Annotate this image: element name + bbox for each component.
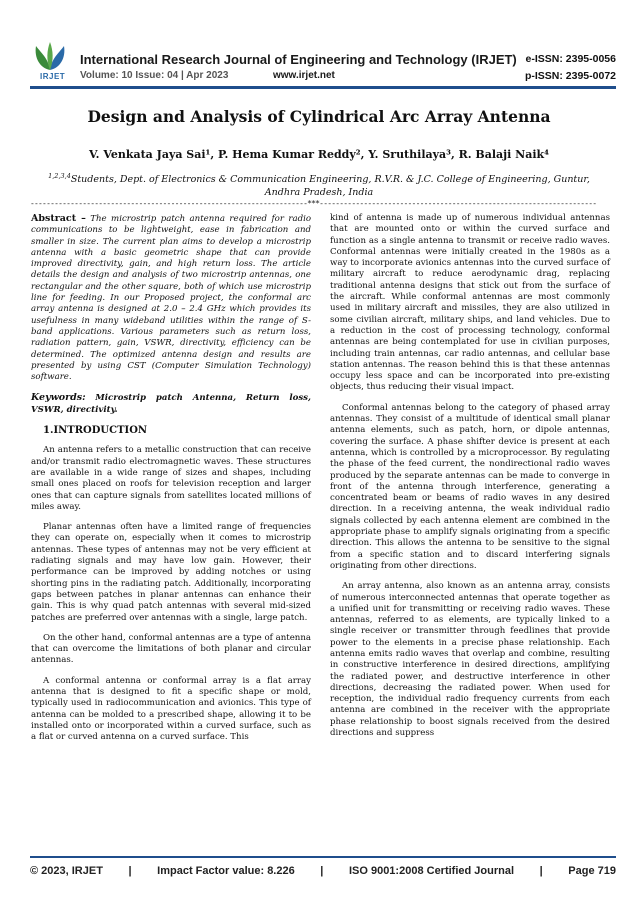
website-link[interactable]: www.irjet.net: [273, 70, 335, 81]
footer-divider: |: [320, 865, 324, 877]
right-column: [330, 213, 610, 748]
paragraph: A conformal antenna or conformal array is a flat array antenna that is designed to fit a specific shape or mold, typically used in radiocommunication and avionics. This type of antenna can be molded to a prescribed shape, allowing it to be installed onto or incorporated within a curved surface, such as a flat or curved antenna on a curved surface. This: [31, 675, 311, 743]
header-rule: [30, 86, 616, 89]
page-footer: [30, 865, 616, 877]
affiliation-text: Students, Dept. of Electronics & Communication Engineering, R.V.R. & J.C. College of Engineering, Guntur, Andhra Pradesh, India: [70, 174, 590, 199]
affiliation-superscript: 1,2,3,4: [48, 172, 71, 180]
footer-iso: ISO 9001:2008 Certified Journal: [348, 865, 515, 877]
paper-authors: V. Venkata Jaya Sai¹, P. Hema Kumar Reddy², Y. Sruthilaya³, R. Balaji Naik⁴: [89, 148, 549, 161]
footer-page-number: Page 719: [568, 865, 616, 877]
paragraph: kind of antenna is made up of numerous individual antennas that are mounted onto or within the curved surface and function as a single antenna to transmit or receive radio waves. Conformal antennas were initially created in the 1980s as a way to incorporate avionics antennas into the curved surface of military aircraft to reduce aerodynamic drag, replacing traditional antenna designs that stick out from the surface of the aircraft. While conformal antennas are most commonly used in military aircraft and missiles, they are also utilized in some civilian aircraft, military ships, and land vehicles. Due to a reduction in the cost of processing technology, conformal antennas are being contemplated for use in civilian purposes, including train antennas, car radio antennas, and cellular base station antennas. The reason behind this is that these antennas occupy less space and can be incorporated into pre-existing objects, thus reducing their visual impact.: [330, 213, 610, 393]
footer-impact-factor: Impact Factor value: 8.226: [157, 865, 295, 877]
abstract: [31, 213, 311, 383]
paragraph: Planar antennas often have a limited range of frequencies they can operate on, especially when it comes to microstrip antennas. These types of antennas may not be very efficient at radiating signals and may have low gain. However, their performance can be improved by adding notches or using shorting pins in the radiating patch. Additionally, incorporating gaps between patches in planar antennas can enhance their gain. This is why quad patch antennas with several mid-sized patches are preferred over antennas with a single, large patch.: [31, 522, 311, 623]
paper-title: Design and Analysis of Cylindrical Arc Array Antenna: [87, 107, 551, 126]
footer-rule: [30, 856, 616, 858]
paragraph: On the other hand, conformal antennas are a type of antenna that can overcome the limitations of both planar and circular antennas.: [31, 632, 311, 666]
paragraph: Conformal antennas belong to the category of phased array antennas. They consist of a multitude of identical small planar antenna elements, such as patch, horn, or dipole antennas, covering the surface. A phase shifter device is present at each antenna, which is controlled by a microprocessor. By regulating the phase of the feed current, the nondirectional radio waves produced by the separate antennas can be made to converge in front of the antenna through interference, generating a concentrated beam or beams of radio waves in any desired direction. In a receiving antenna, the weak individual radio signals collected by each antenna element are combined in the appropriate phase to amplify signals originating from a specific direction. This allows the antenna to be sensitive to the signal from a specific station and to discard interfering signals originating from other directions.: [330, 402, 610, 571]
eissn: e-ISSN: 2395-0056: [525, 53, 616, 65]
footer-copyright: © 2023, IRJET: [30, 865, 103, 877]
pissn: p-ISSN: 2395-0072: [524, 70, 616, 82]
page-header: [0, 0, 638, 90]
abstract-text: The microstrip patch antenna required for radio communications to be lightweight, ease in fabrication and smaller in size. The current plan aims to develop a microstrip antenna with a basic geometric shape that can provide improved directivity, gain, and high return loss. The article details the design and analysis of two microstrip antennas, one rectangular and the other square, both of which use microstrip line for feeding. In our Proposed project, the conformal arc array antenna is designed at 2.0 – 2.4 GHz which provides its usefulness in many wideband utilities within the range of S-band applications. Various parameters such as return loss, radiation pattern, gain, VSWR, directivity, efficiency can be determined. The optimized antenna design and results are presented by using CST (Computer Simulation Technology) software.: [31, 214, 312, 383]
section-heading: 1.INTRODUCTION: [43, 425, 148, 437]
journal-name: International Research Journal of Engineering and Technology (IRJET): [80, 52, 517, 67]
footer-divider: |: [128, 865, 132, 877]
logo-text: IRJET: [40, 72, 66, 81]
paragraph: An antenna refers to a metallic construction that can receive and/or transmit radio electromagnetic waves. These structures are available in a wide range of sizes and shapes, including small ones placed on roofs for television reception and larger ones that can capture signals from satellites located millions of miles away.: [31, 445, 311, 512]
volume-issue: Volume: 10 Issue: 04 | Apr 2023: [80, 70, 229, 81]
left-column: [31, 213, 311, 752]
keywords-heading: Keywords:: [31, 392, 86, 404]
keywords: [31, 392, 311, 416]
footer-divider: |: [539, 865, 543, 877]
separator-line: ---------------------------------------------------------------------***---------------------------------------------------------------------: [30, 199, 597, 208]
paragraph: An array antenna, also known as an antenna array, consists of numerous interconnected antennas that operate together as a unified unit for transmitting or receiving radio waves. These antennas, referred to as elements, are typically linked to a single receiver or transmitter through feedlines that provide power to the elements in a precise phase relationship. Each antenna emits radio waves that overlap and combine, resulting in constructive interference in desired directions, amplifying the radiated power, and destructive interference in other directions, decreasing the radiated power. When used for reception, the individual radio frequency currents from each antenna are combined in the receiver with the appropriate phase relationship to boost signals received from the desired directions and suppress: [330, 581, 610, 739]
paper-affiliation: [40, 170, 598, 199]
abstract-heading: Abstract –: [31, 213, 86, 224]
keywords-text: Microstrip patch Antenna, Return loss, VSWR, directivity.: [31, 393, 311, 415]
